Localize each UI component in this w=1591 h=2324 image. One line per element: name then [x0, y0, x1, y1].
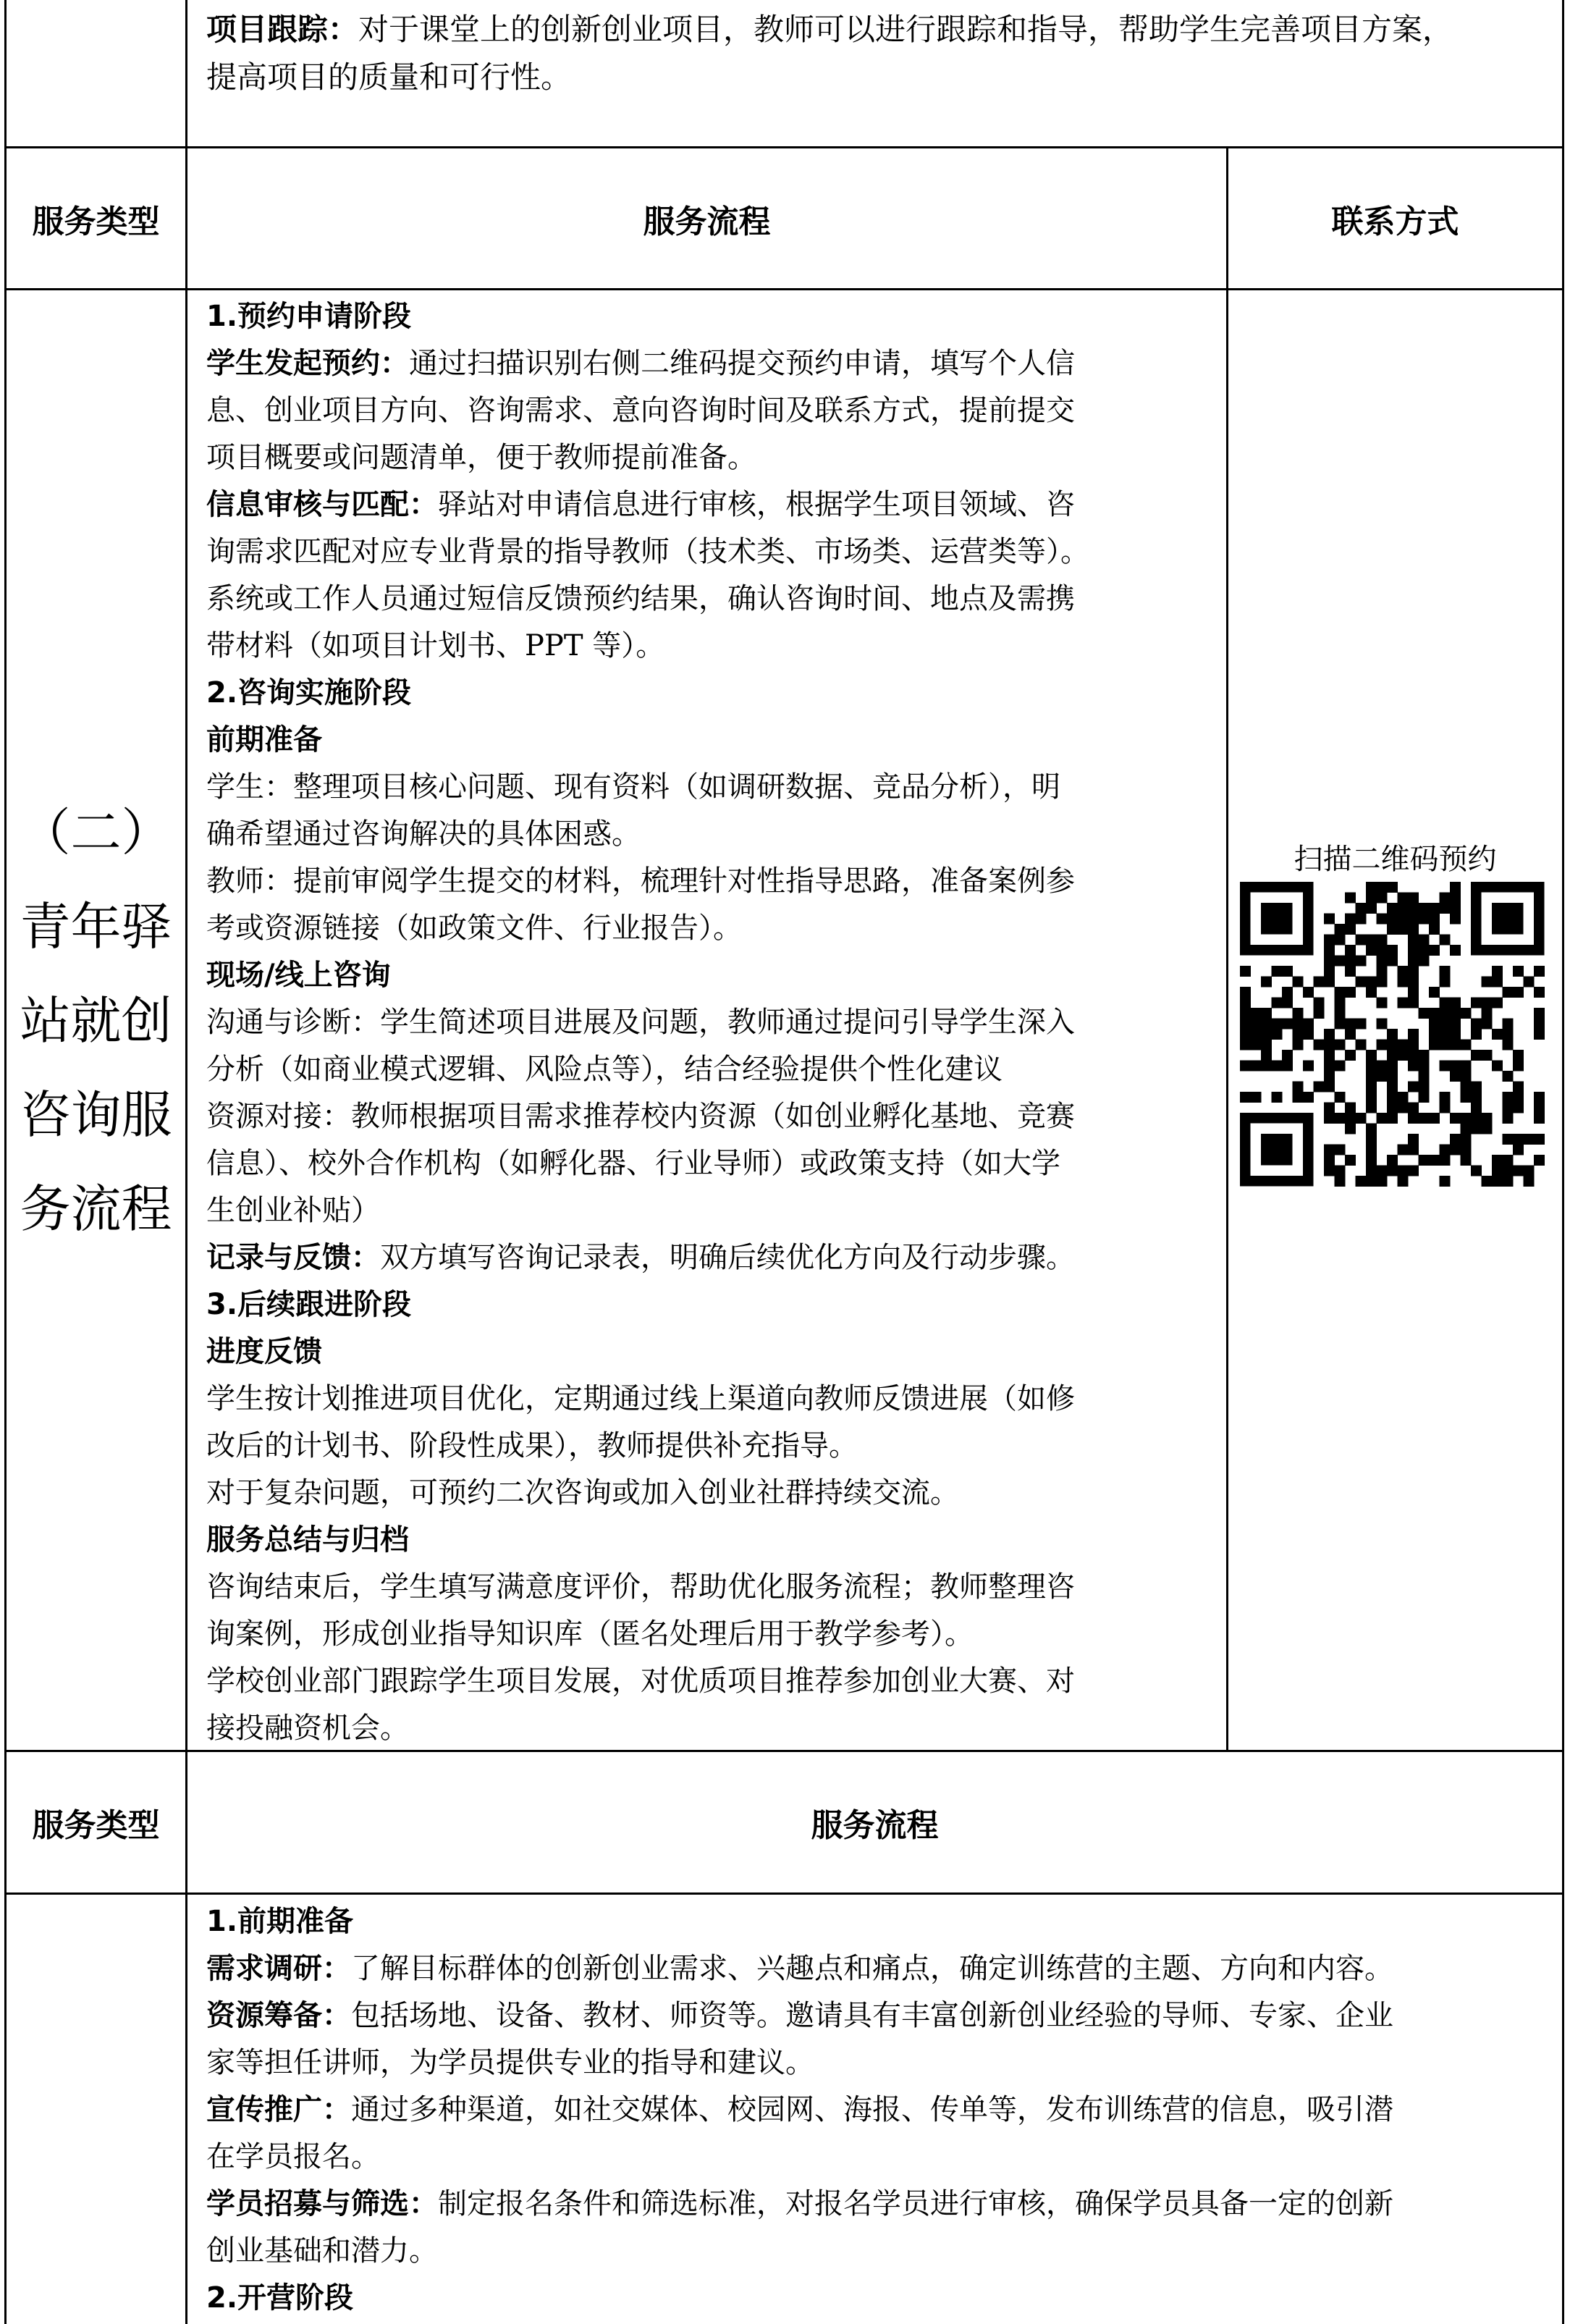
text-line: [206, 434, 1207, 481]
text-line: [206, 1046, 1207, 1093]
text-line: [206, 340, 1207, 387]
bold-lead: 信息审核与匹配：: [206, 488, 438, 521]
line-text: 家等担任讲师，为学员提供专业的指导和建议。: [206, 2046, 814, 2079]
text-line: [206, 858, 1207, 905]
bold-lead: 现场/线上咨询: [206, 959, 391, 992]
line-text: 资源对接：教师根据项目需求推荐校内资源（如创业孵化基地、竞赛: [206, 1100, 1075, 1133]
text-line: [206, 1234, 1207, 1281]
qr-label: 扫描二维码预约: [1294, 843, 1497, 876]
line-text: 系统或工作人员通过短信反馈预约结果，确认咨询时间、地点及需携: [206, 582, 1075, 615]
line-text: 学校创业部门跟踪学生项目发展，对优质项目推荐参加创业大赛、对: [206, 1664, 1075, 1698]
bold-lead: 记录与反馈：: [206, 1241, 380, 1274]
bold-lead: 2.开营阶段: [206, 2281, 354, 2315]
text-line: [206, 387, 1207, 434]
text-line: [206, 2228, 1543, 2275]
text-line: [206, 1992, 1543, 2039]
line-text: 教师：提前审阅学生提交的材料，梳理针对性指导思路，准备案例参: [206, 864, 1075, 898]
top-row-text: [187, 6, 1562, 101]
text-line: [206, 1658, 1207, 1705]
line-text: 带材料（如项目计划书、PPT 等）。: [206, 629, 665, 662]
header-service-flow-2: 服务流程: [811, 1807, 939, 1844]
line-text: 考或资源链接（如政策文件、行业报告）。: [206, 912, 742, 945]
bold-lead: 学员招募与筛选：: [206, 2187, 438, 2220]
line-text: 通过多种渠道，如社交媒体、校园网、海报、传单等，发布训练营的信息，吸引潜: [351, 2093, 1393, 2126]
bold-lead: 学生发起预约：: [206, 347, 409, 380]
section-title-youth-station: （二） 青年驿 站就创 咨询服 务流程: [20, 803, 172, 1239]
text-line: [206, 1376, 1207, 1423]
text-line: [206, 1281, 1207, 1329]
text-line: [206, 1564, 1207, 1611]
text-line: [206, 1140, 1207, 1187]
bold-lead: 1.预约申请阶段: [206, 300, 412, 333]
bold-lead: 前期准备: [206, 723, 322, 757]
text-line: [206, 2134, 1543, 2181]
text-line: [206, 905, 1207, 952]
text-line: [206, 2181, 1543, 2228]
qr-code-icon[interactable]: [1240, 882, 1573, 1208]
bold-lead: 服务总结与归档: [206, 1523, 409, 1557]
line-text: 确希望通过咨询解决的具体困惑。: [206, 817, 641, 851]
bold-lead: 3.后续跟进阶段: [206, 1288, 412, 1321]
bold-lead: 资源筹备：: [206, 1999, 351, 2032]
text-line: [206, 1517, 1207, 1564]
text-line: [206, 1187, 1207, 1234]
text-line: [206, 2039, 1543, 2087]
text-line: [206, 952, 1207, 999]
bold-lead: 宣传推广：: [206, 2093, 351, 2126]
line-text: 改后的计划书、阶段性成果），教师提供补充指导。: [206, 1429, 858, 1462]
line-text: 驿站对申请信息进行审核，根据学生项目领域、咨: [438, 488, 1075, 521]
text-line: [206, 1945, 1543, 1992]
text-line: [206, 999, 1207, 1046]
line-text: 询需求匹配对应专业背景的指导教师（技术类、市场类、运营类等）。: [206, 535, 1089, 568]
text-line: [206, 2087, 1543, 2134]
text-line: [206, 293, 1207, 340]
text-line: [206, 1898, 1543, 1945]
section2-flow-text: [187, 293, 1226, 1752]
line-text: 接投融资机会。: [206, 1712, 409, 1745]
text-line: [206, 1093, 1207, 1140]
bold-lead: 1.前期准备: [206, 1905, 354, 1938]
line-text: 双方填写咨询记录表，明确后续优化方向及行动步骤。: [380, 1241, 1075, 1274]
line-text: 包括场地、设备、教材、师资等。邀请具有丰富创新创业经验的导师、专家、企业: [351, 1999, 1393, 2032]
text-line: [206, 623, 1207, 670]
text-line: [206, 717, 1207, 764]
line-text: 制定报名条件和筛选标准，对报名学员进行审核，确保学员具备一定的创新: [438, 2187, 1393, 2220]
text-line: 提高项目的质量和可行性。: [206, 59, 572, 95]
text-line: [206, 1329, 1207, 1376]
bold-lead: 需求调研：: [206, 1952, 351, 1985]
line-text: 信息）、校外合作机构（如孵化器、行业导师）或政策支持（如大学: [206, 1147, 1060, 1180]
line-text: 创业基础和潜力。: [206, 2234, 438, 2268]
header-service-type-2: 服务类型: [32, 1807, 160, 1844]
text-line: [206, 529, 1207, 576]
line-text: 咨询结束后，学生填写满意度评价，帮助优化服务流程；教师整理咨: [206, 1570, 1075, 1604]
text-line: [206, 2275, 1543, 2322]
line-text: 息、创业项目方向、咨询需求、意向咨询时间及联系方式，提前提交: [206, 394, 1075, 427]
text-line: [206, 811, 1207, 858]
line-text: 了解目标群体的创新创业需求、兴趣点和痛点，确定训练营的主题、方向和内容。: [351, 1952, 1393, 1985]
text-line: [206, 481, 1207, 529]
bold-lead: 进度反馈: [206, 1335, 322, 1368]
header-service-type: 服务类型: [32, 203, 160, 240]
line-text: 项目概要或问题清单，便于教师提前准备。: [206, 441, 756, 474]
text-line: [206, 1423, 1207, 1470]
line-text: 学生按计划推进项目优化，定期通过线上渠道向教师反馈进展（如修: [206, 1382, 1075, 1415]
section3-flow-text: [187, 1898, 1562, 2322]
text-line: [206, 576, 1207, 623]
header-contact: 联系方式: [1331, 203, 1459, 240]
text-line: [206, 670, 1207, 717]
line-text: 对于复杂问题，可预约二次咨询或加入创业社群持续交流。: [206, 1476, 959, 1510]
line-text: 分析（如商业模式逻辑、风险点等），结合经验提供个性化建议: [206, 1053, 1003, 1086]
text-line: [206, 1470, 1207, 1517]
text-line: 项目跟踪：对于课堂上的创新创业项目，教师可以进行跟踪和指导，帮助学生完善项目方案，: [206, 12, 1453, 47]
bold-lead: 2.咨询实施阶段: [206, 676, 412, 710]
line-text: 询案例，形成创业指导知识库（匿名处理后用于教学参考）。: [206, 1617, 974, 1651]
text-line: [206, 764, 1207, 811]
line-text: 沟通与诊断：学生简述项目进展及问题，教师通过提问引导学生深入: [206, 1006, 1075, 1039]
line-text: 通过扫描识别右侧二维码提交预约申请，填写个人信: [409, 347, 1075, 380]
text-line: [206, 1705, 1207, 1752]
line-text: 生创业补贴）: [206, 1194, 380, 1227]
header-service-flow: 服务流程: [643, 203, 771, 240]
text-line: [206, 1611, 1207, 1658]
line-text: 学生：整理项目核心问题、现有资料（如调研数据、竞品分析），明: [206, 770, 1060, 804]
line-text: 在学员报名。: [206, 2140, 380, 2173]
